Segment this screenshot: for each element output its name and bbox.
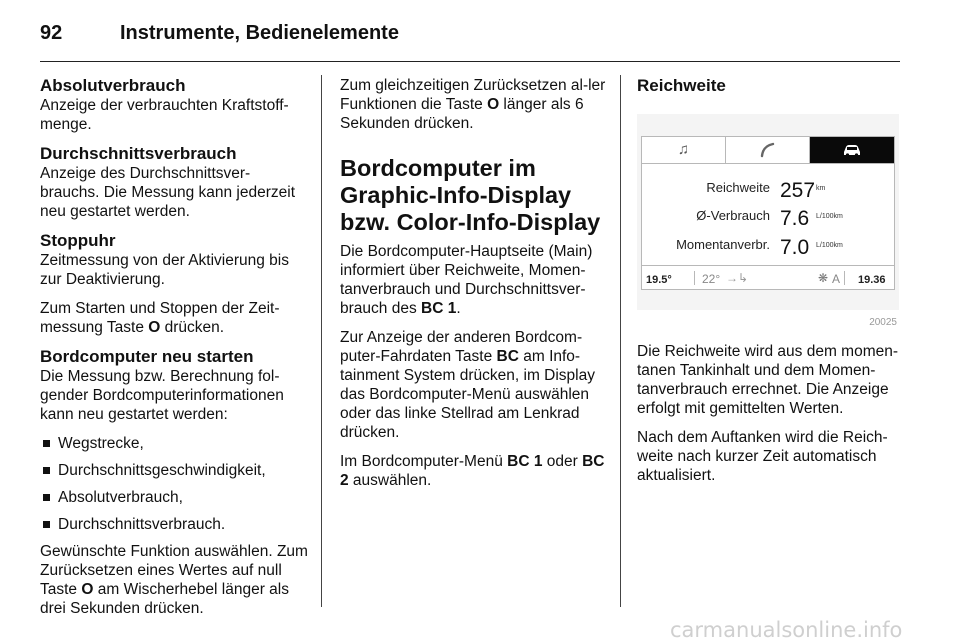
column-divider <box>620 75 621 607</box>
display-row-durchschnittsverbrauch: Ø-Verbrauch 7.6 L/100km <box>696 207 843 230</box>
text-neustart: Die Messung bzw. Berechnung fol-gender Bordcomputerinformationen kann neu gestartet werden: <box>40 368 284 423</box>
heading-stoppuhr: Stoppuhr <box>40 231 116 250</box>
chapter-title: Instrumente, Bedienelemente <box>120 22 399 44</box>
column-divider <box>321 75 322 607</box>
display-row-momentanverbrauch: Momentanverbr. 7.0 L/100km <box>676 236 843 259</box>
display-illustration <box>637 114 899 332</box>
list-item: Absolutverbrauch, <box>40 488 308 507</box>
phone-handset-icon <box>726 137 810 163</box>
text-neustart-outro: Gewünschte Funktion auswählen. Zum Zurücksetzen eines Wertes auf null Taste O am Wischerhebel länger als drei Sekunden drücken. <box>40 543 308 617</box>
key-o: O <box>148 319 161 336</box>
key-bc1: BC 1 <box>507 453 543 470</box>
list-item: Wegstrecke, <box>40 434 308 453</box>
text-stoppuhr-start: Zum Starten und Stoppen der Zeit-messung Taste O drücken. <box>40 300 280 336</box>
column-2 <box>340 76 608 500</box>
text-absolutverbrauch: Anzeige der verbrauchten Kraftstoff-menge. <box>40 97 289 133</box>
music-note-icon: ♫ <box>642 137 726 163</box>
heading-absolutverbrauch: Absolutverbrauch <box>40 76 186 95</box>
page-header <box>40 18 399 48</box>
climate-temperature: 22° <box>702 272 721 286</box>
heading-durchschnittsverbrauch: Durchschnittsverbrauch <box>40 144 237 163</box>
key-o: O <box>81 581 94 598</box>
key-bc: BC <box>496 348 519 365</box>
key-o: O <box>487 96 500 113</box>
section-heading-bordcomputer-display: Bordcomputer im Graphic-Info-Display bzw. Color-Info-Display <box>340 155 601 235</box>
car-icon <box>810 137 894 163</box>
text-reset-all: Zum gleichzeitigen Zurücksetzen al-ler Funktionen die Taste O länger als 6 Sekunden drücken. <box>340 77 606 132</box>
text-reichweite-1: Die Reichweite wird aus dem momen-tanen Tankinhalt und dem Momen-tanverbrauch errechnet. Die Anzeige erfolgt mit gemittelten Werten. <box>637 343 899 417</box>
text-stoppuhr: Zeitmessung von der Aktivierung bis zur Deaktivierung. <box>40 252 289 288</box>
list-item: Durchschnittsgeschwindigkeit, <box>40 461 308 480</box>
display-clock: 19.36 <box>858 274 886 286</box>
display-tabs <box>642 137 894 164</box>
text-menu-select: Im Bordcomputer-Menü BC 1 oder BC 2 auswählen. <box>340 453 605 489</box>
key-bc1: BC 1 <box>421 300 457 317</box>
fan-mode: A <box>832 272 841 286</box>
info-display-screen <box>641 136 895 290</box>
column-1 <box>40 76 308 628</box>
figure-number: 20025 <box>869 317 897 328</box>
text-main-page: Die Bordcomputer-Hauptseite (Main) informiert über Reichweite, Momen-tanverbrauch und Durchschnittsver-brauch des BC 1. <box>340 243 593 317</box>
key-bc2: BC 2 <box>340 453 605 489</box>
fan-icon: ❋ <box>818 271 829 285</box>
text-reichweite-2: Nach dem Auftanken wird die Reich-weite nach kurzer Zeit automatisch aktualisiert. <box>637 429 888 484</box>
reset-list <box>40 434 308 534</box>
list-item: Durchschnittsverbrauch. <box>40 515 308 534</box>
text-other-data: Zur Anzeige der anderen Bordcom-puter-Fahrdaten Taste BC am Info-tainment System drücken, im Display das Bordcomputer-Menü auswählen oder das linke Stellrad am Lenkrad drücken. <box>340 329 595 441</box>
column-3 <box>637 76 907 495</box>
text-durchschnittsverbrauch: Anzeige des Durchschnittsver-brauchs. Die Messung kann jederzeit neu gestartet werden. <box>40 165 296 220</box>
airflow-icon: →↳ <box>726 271 749 285</box>
heading-bordcomputer-neu-starten: Bordcomputer neu starten <box>40 347 254 366</box>
display-status-bar <box>642 265 894 290</box>
display-row-reichweite: Reichweite 257 km <box>706 179 826 202</box>
watermark: carmanualsonline.info <box>670 618 903 642</box>
page-number: 92 <box>40 22 63 44</box>
heading-reichweite: Reichweite <box>637 76 726 95</box>
header-rule <box>40 61 900 62</box>
outside-temperature: 19.5° <box>646 274 672 286</box>
